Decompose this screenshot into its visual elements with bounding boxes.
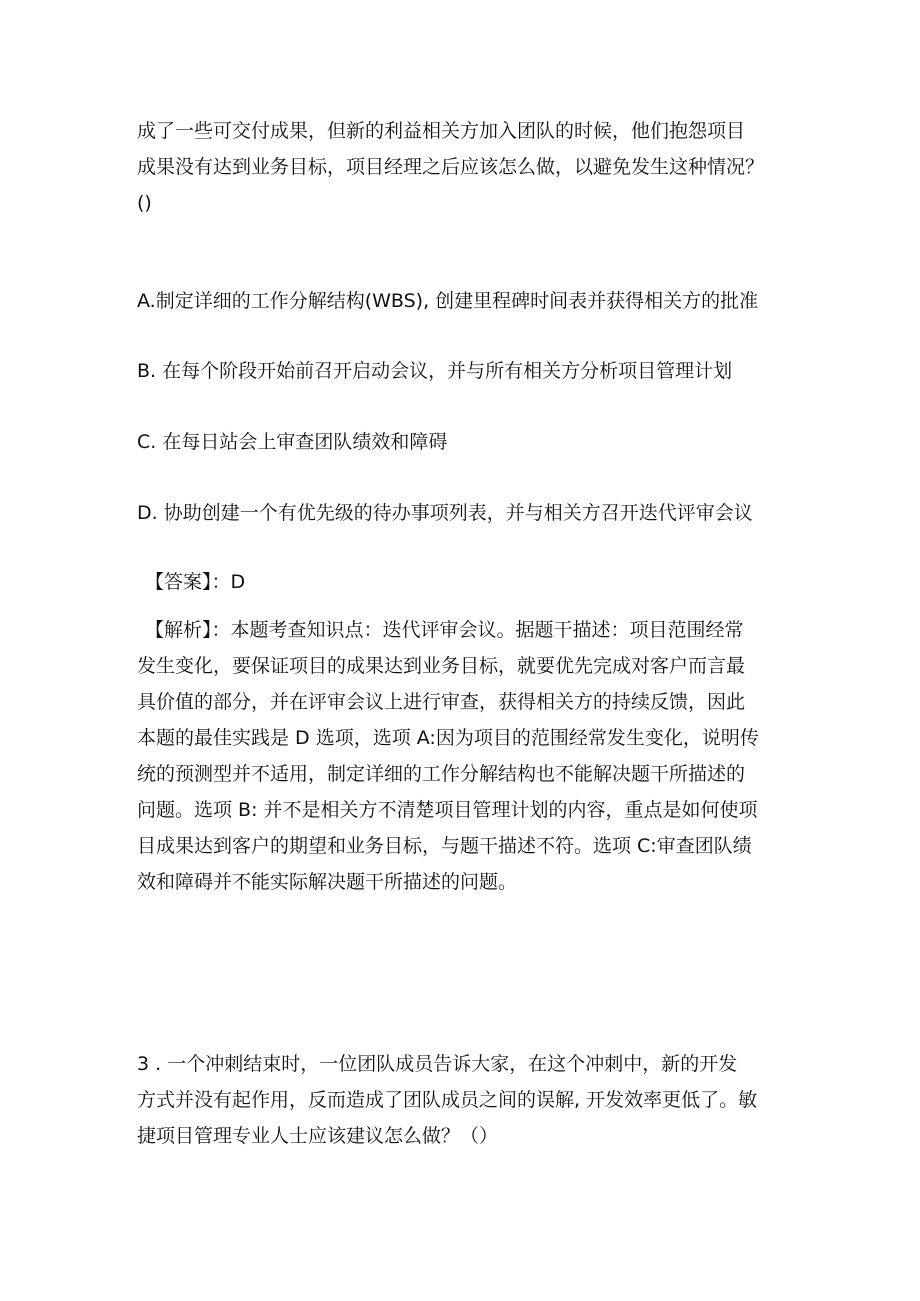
- option-c-text: C. 在每日站会上审查团队绩效和障碍: [137, 431, 448, 453]
- previous-question-text: [137, 113, 797, 221]
- text-line: 方式并没有起作用，反而造成了团队成员之间的误解, 开发效率更低了。敏: [137, 1089, 758, 1111]
- answer-text: [145, 564, 805, 600]
- text-line: 统的预测型并不适用，制定详细的工作分解结构也不能解决题干所描述的: [137, 763, 746, 785]
- option-d-text: D. 协助创建一个有优先级的待办事项列表，并与相关方召开迭代评审会议: [137, 502, 753, 524]
- text-line: 问题。选项 B: 并不是相关方不清楚项目管理计划的内容，重点是如何使项: [137, 799, 758, 821]
- text-line: 目成果达到客户的期望和业务目标，与题干描述不符。选项 C:审查团队绩: [137, 835, 752, 857]
- text-line: 成了一些可交付成果，但新的利益相关方加入团队的时候，他们抱怨项目: [137, 120, 746, 142]
- text-line: 3 . 一个冲刺结束时，一位团队成员告诉大家，在这个冲刺中，新的开发: [137, 1053, 738, 1075]
- answer-label: 【答案】：: [145, 571, 231, 593]
- text-line: 成果没有达到业务目标，项目经理之后应该怎么做，以避免发生这种情况？: [137, 156, 765, 178]
- text-line: 本题的最佳实践是 D 选项，选项 A:因为项目的范围经常发生变化，说明传: [137, 727, 759, 749]
- answer-value: D: [230, 571, 246, 593]
- option-d: [137, 495, 797, 531]
- option-a: [137, 283, 797, 319]
- text-line: 捷项目管理专业人士应该建议怎么做？（）: [137, 1125, 499, 1147]
- text-line: 效和障碍并不能实际解决题干所描述的问题。: [137, 871, 518, 893]
- option-a-text: A.制定详细的工作分解结构(WBS), 创建里程碑时间表并获得相关方的批准: [137, 290, 759, 312]
- option-b-text: B. 在每个阶段开始前召开启动会议，并与所有相关方分析项目管理计划: [137, 360, 733, 382]
- text-line: (): [137, 192, 152, 214]
- option-c: [137, 424, 797, 460]
- analysis-text: [137, 612, 797, 900]
- text-line: 发生变化，要保证项目的成果达到业务目标，就要优先完成对客户而言最: [137, 655, 746, 677]
- option-b: [137, 353, 797, 389]
- text-line: 【解析】：本题考查知识点：迭代评审会议。据题干描述：项目范围经常: [145, 619, 744, 641]
- question-3-text: [137, 1046, 797, 1154]
- answer-line: [145, 564, 805, 600]
- text-line: 具价值的部分，并在评审会议上进行审查，获得相关方的持续反馈，因此: [137, 691, 746, 713]
